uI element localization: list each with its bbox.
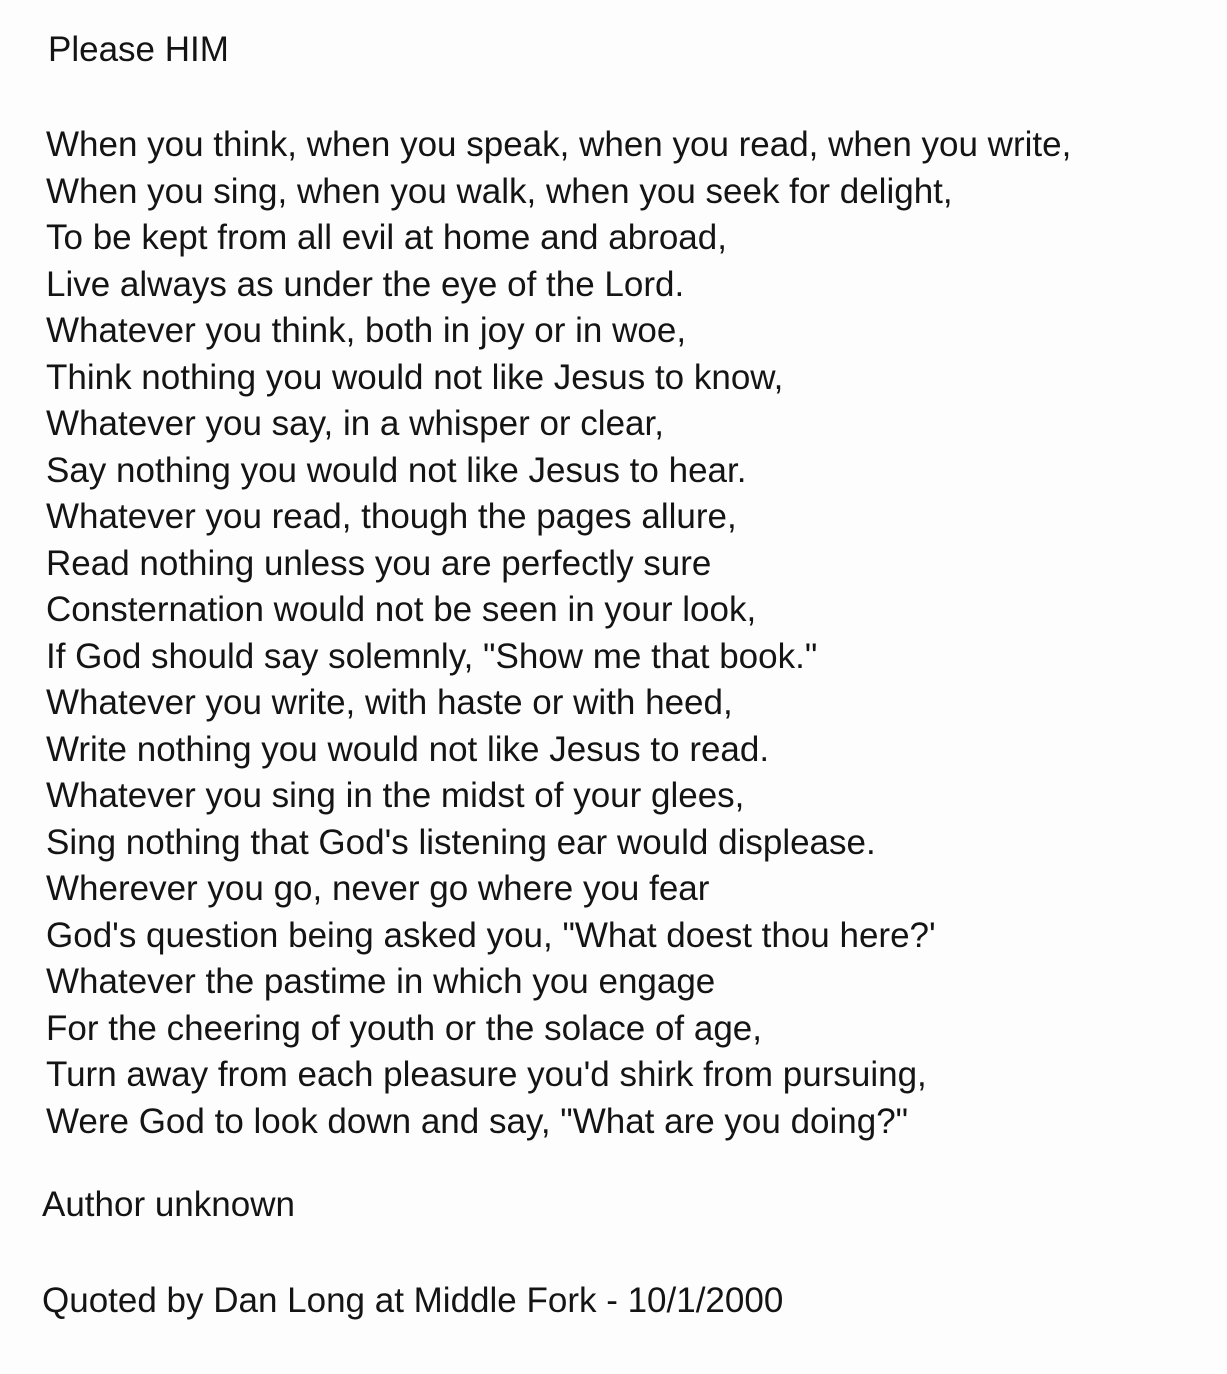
poem-body [46,122,1071,1145]
poem-line: Whatever the pastime in which you engage [46,962,716,1001]
poem-line: If God should say solemnly, "Show me that book." [46,636,818,676]
poem-line: Think nothing you would not like Jesus to know, [46,357,784,397]
poem-line: Consternation would not be seen in your look, [46,590,757,629]
poem-line: For the cheering of youth or the solace of age, [46,1008,762,1048]
poem-line: Wherever you go, never go where you fear [46,869,710,908]
poem-line: Were God to look down and say, "What are you doing?" [46,1101,909,1141]
poem-title: Please HIM [48,30,229,69]
poem-line: God's question being asked you, "What doest thou here?' [46,915,936,955]
poem-line: When you think, when you speak, when you read, when you write, [46,125,1072,164]
poem-line: To be kept from all evil at home and abroad, [46,218,727,257]
poem-line: Whatever you write, with haste or with heed, [46,683,733,722]
poem-line: Sing nothing that God's listening ear would displease. [46,822,876,862]
poem-line: Live always as under the eye of the Lord. [46,264,685,304]
poem-line: Read nothing unless you are perfectly sure [46,543,712,583]
author-line: Author unknown [42,1185,295,1224]
quoted-line: Quoted by Dan Long at Middle Fork - 10/1/2000 [42,1281,784,1320]
poem-line: Write nothing you would not like Jesus to read. [46,729,770,769]
poem-line: When you sing, when you walk, when you seek for delight, [46,171,953,211]
poem-line: Whatever you think, both in joy or in woe, [46,311,687,350]
poem-line: Whatever you sing in the midst of your glees, [46,776,745,815]
poem-line: Whatever you read, though the pages allure, [46,497,737,536]
poem-line: Whatever you say, in a whisper or clear, [46,404,664,443]
poem-line: Say nothing you would not like Jesus to hear. [46,450,747,490]
poem-line: Turn away from each pleasure you'd shirk from pursuing, [46,1055,927,1094]
